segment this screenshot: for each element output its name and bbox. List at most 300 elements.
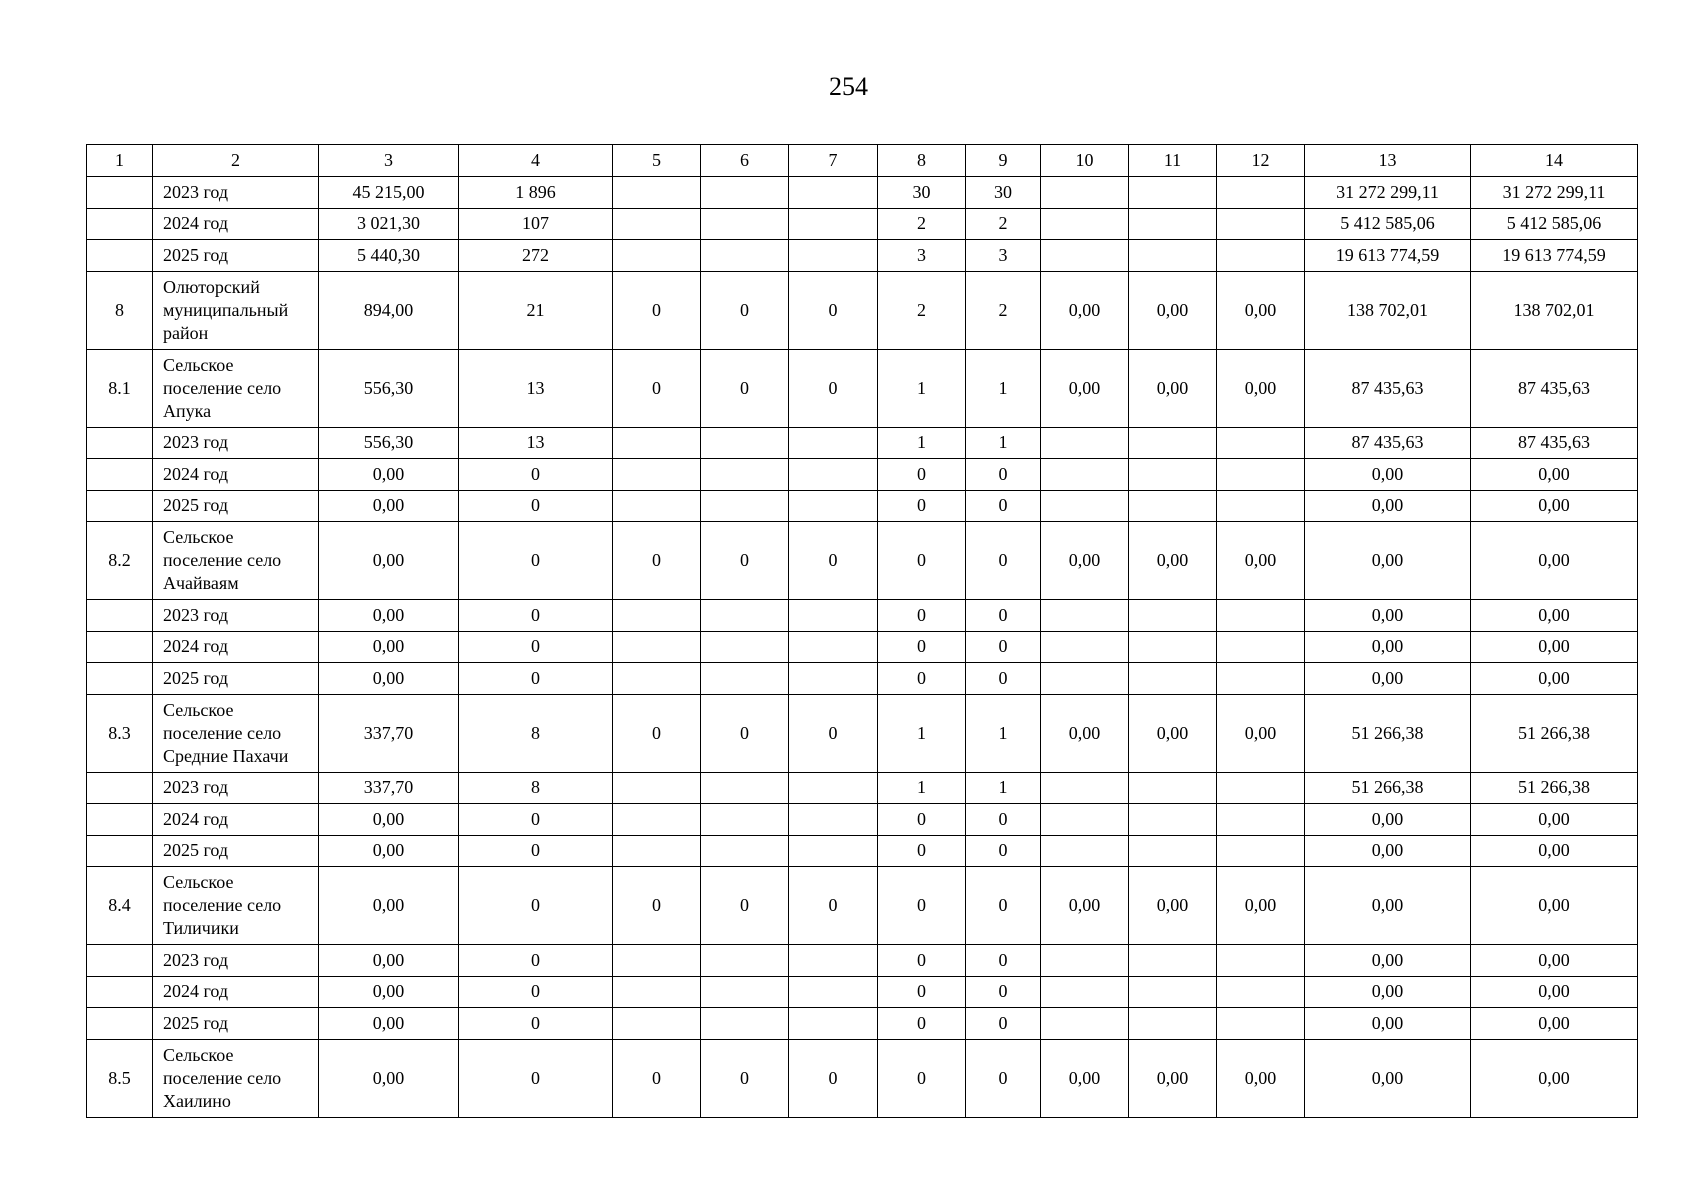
column-header: 5	[613, 145, 701, 177]
value-cell-col-8: 0	[878, 490, 966, 522]
value-cell-col-10	[1041, 976, 1129, 1008]
value-cell-col-13: 0,00	[1305, 490, 1471, 522]
value-cell-col-8: 30	[878, 177, 966, 209]
value-cell-col-5	[613, 772, 701, 804]
value-cell-col-10: 0,00	[1041, 867, 1129, 945]
row-number-cell	[87, 1008, 153, 1040]
value-cell-col-5: 0	[613, 1039, 701, 1117]
column-header: 7	[789, 145, 878, 177]
row-name-line: 2024 год	[163, 808, 229, 829]
column-header: 1	[87, 145, 153, 177]
value-cell-col-12	[1217, 804, 1305, 836]
value-cell-col-11	[1129, 804, 1217, 836]
row-number-cell	[87, 600, 153, 632]
value-cell-col-11	[1129, 772, 1217, 804]
row-name-cell	[153, 427, 319, 459]
row-name-line: Средние Пахачи	[163, 745, 289, 766]
row-number-cell	[87, 459, 153, 491]
value-cell-col-8: 2	[878, 208, 966, 240]
row-name-line: 2023 год	[163, 604, 229, 625]
row-name-line: Тиличики	[163, 918, 239, 938]
value-cell-col-8: 0	[878, 459, 966, 491]
value-cell-col-13: 0,00	[1305, 1008, 1471, 1040]
row-name-cell	[153, 600, 319, 632]
value-cell-col-3: 894,00	[319, 271, 459, 349]
value-cell-col-14: 0,00	[1471, 490, 1638, 522]
value-cell-col-4: 0	[459, 835, 613, 867]
value-cell-col-12	[1217, 177, 1305, 209]
value-cell-col-9: 3	[966, 240, 1041, 272]
row-name-cell	[153, 867, 319, 945]
row-name-cell	[153, 177, 319, 209]
row-name-line: 2023 год	[163, 949, 229, 970]
value-cell-col-11: 0,00	[1129, 349, 1217, 427]
value-cell-col-5	[613, 945, 701, 977]
row-name-line: 2023 год	[163, 181, 229, 202]
value-cell-col-14: 0,00	[1471, 631, 1638, 663]
value-cell-col-10	[1041, 427, 1129, 459]
row-number-cell	[87, 804, 153, 836]
value-cell-col-9: 0	[966, 663, 1041, 695]
value-cell-col-6: 0	[701, 694, 789, 772]
row-name-line: 2025 год	[163, 244, 229, 265]
value-cell-col-3: 0,00	[319, 835, 459, 867]
value-cell-col-14: 138 702,01	[1471, 271, 1638, 349]
row-name-line: Апука	[163, 400, 212, 421]
value-cell-col-10: 0,00	[1041, 349, 1129, 427]
column-header: 8	[878, 145, 966, 177]
value-cell-col-8: 2	[878, 271, 966, 349]
value-cell-col-10: 0,00	[1041, 694, 1129, 772]
column-header: 12	[1217, 145, 1305, 177]
table-row	[87, 945, 1638, 977]
value-cell-col-7: 0	[789, 867, 878, 945]
page-number: 254	[829, 72, 868, 101]
value-cell-col-7	[789, 427, 878, 459]
value-cell-col-10	[1041, 804, 1129, 836]
row-name-line: поселение село	[163, 722, 282, 743]
value-cell-col-3: 0,00	[319, 490, 459, 522]
value-cell-col-8: 1	[878, 772, 966, 804]
value-cell-col-6	[701, 459, 789, 491]
value-cell-col-8: 3	[878, 240, 966, 272]
value-cell-col-8: 0	[878, 945, 966, 977]
row-number-cell: 8.5	[87, 1039, 153, 1117]
value-cell-col-6	[701, 663, 789, 695]
row-name-line: 2024 год	[163, 463, 229, 484]
value-cell-col-9: 0	[966, 976, 1041, 1008]
value-cell-col-13: 87 435,63	[1305, 349, 1471, 427]
value-cell-col-14: 0,00	[1471, 945, 1638, 977]
value-cell-col-14: 0,00	[1471, 976, 1638, 1008]
value-cell-col-11	[1129, 631, 1217, 663]
value-cell-col-10: 0,00	[1041, 271, 1129, 349]
value-cell-col-11	[1129, 663, 1217, 695]
value-cell-col-12	[1217, 208, 1305, 240]
value-cell-col-13: 0,00	[1305, 976, 1471, 1008]
table-row	[87, 694, 1638, 772]
column-header: 2	[153, 145, 319, 177]
table-row	[87, 271, 1638, 349]
value-cell-col-3: 556,30	[319, 427, 459, 459]
value-cell-col-10: 0,00	[1041, 522, 1129, 600]
value-cell-col-14: 0,00	[1471, 867, 1638, 945]
value-cell-col-9: 0	[966, 600, 1041, 632]
value-cell-col-13: 0,00	[1305, 1039, 1471, 1117]
value-cell-col-12	[1217, 240, 1305, 272]
value-cell-col-13: 0,00	[1305, 835, 1471, 867]
row-name-cell	[153, 459, 319, 491]
row-name-cell	[153, 694, 319, 772]
value-cell-col-12: 0,00	[1217, 867, 1305, 945]
value-cell-col-12	[1217, 772, 1305, 804]
value-cell-col-5	[613, 804, 701, 836]
value-cell-col-3: 0,00	[319, 600, 459, 632]
column-header: 3	[319, 145, 459, 177]
value-cell-col-7	[789, 177, 878, 209]
row-name-line: 2025 год	[163, 1012, 229, 1033]
value-cell-col-6	[701, 1008, 789, 1040]
row-number-cell	[87, 490, 153, 522]
table-row	[87, 427, 1638, 459]
value-cell-col-3: 0,00	[319, 867, 459, 945]
value-cell-col-12	[1217, 945, 1305, 977]
value-cell-col-7: 0	[789, 271, 878, 349]
column-header: 9	[966, 145, 1041, 177]
value-cell-col-14: 0,00	[1471, 804, 1638, 836]
value-cell-col-5: 0	[613, 271, 701, 349]
value-cell-col-6	[701, 427, 789, 459]
value-cell-col-6	[701, 804, 789, 836]
column-header: 6	[701, 145, 789, 177]
value-cell-col-6: 0	[701, 1039, 789, 1117]
value-cell-col-3: 3 021,30	[319, 208, 459, 240]
table-row	[87, 835, 1638, 867]
value-cell-col-9: 0	[966, 835, 1041, 867]
value-cell-col-11	[1129, 240, 1217, 272]
column-header: 13	[1305, 145, 1471, 177]
value-cell-col-9: 1	[966, 772, 1041, 804]
value-cell-col-11: 0,00	[1129, 1039, 1217, 1117]
value-cell-col-9: 2	[966, 271, 1041, 349]
row-name-cell	[153, 772, 319, 804]
value-cell-col-10	[1041, 835, 1129, 867]
value-cell-col-4: 21	[459, 271, 613, 349]
value-cell-col-13: 0,00	[1305, 631, 1471, 663]
value-cell-col-8: 0	[878, 835, 966, 867]
table-row	[87, 867, 1638, 945]
value-cell-col-9: 0	[966, 1039, 1041, 1117]
value-cell-col-11: 0,00	[1129, 867, 1217, 945]
table-row	[87, 208, 1638, 240]
value-cell-col-10	[1041, 490, 1129, 522]
value-cell-col-12: 0,00	[1217, 271, 1305, 349]
value-cell-col-8: 1	[878, 349, 966, 427]
row-number-cell: 8.2	[87, 522, 153, 600]
value-cell-col-10	[1041, 1008, 1129, 1040]
value-cell-col-14: 51 266,38	[1471, 772, 1638, 804]
value-cell-col-6	[701, 835, 789, 867]
value-cell-col-4: 8	[459, 772, 613, 804]
column-header: 14	[1471, 145, 1638, 177]
row-number-cell: 8.3	[87, 694, 153, 772]
value-cell-col-9: 0	[966, 1008, 1041, 1040]
table-row	[87, 177, 1638, 209]
column-header: 10	[1041, 145, 1129, 177]
table-row	[87, 240, 1638, 272]
value-cell-col-13: 19 613 774,59	[1305, 240, 1471, 272]
value-cell-col-8: 0	[878, 1008, 966, 1040]
value-cell-col-3: 0,00	[319, 631, 459, 663]
data-table	[86, 144, 1638, 1118]
value-cell-col-7	[789, 1008, 878, 1040]
value-cell-col-10: 0,00	[1041, 1039, 1129, 1117]
value-cell-col-6	[701, 631, 789, 663]
row-number-cell	[87, 945, 153, 977]
value-cell-col-9: 0	[966, 522, 1041, 600]
value-cell-col-3: 0,00	[319, 522, 459, 600]
value-cell-col-11	[1129, 427, 1217, 459]
value-cell-col-12	[1217, 631, 1305, 663]
value-cell-col-8: 0	[878, 804, 966, 836]
value-cell-col-10	[1041, 772, 1129, 804]
value-cell-col-13: 51 266,38	[1305, 772, 1471, 804]
row-name-cell	[153, 663, 319, 695]
value-cell-col-6: 0	[701, 349, 789, 427]
row-name-line: Сельское	[163, 872, 234, 892]
value-cell-col-12	[1217, 490, 1305, 522]
value-cell-col-13: 0,00	[1305, 867, 1471, 945]
value-cell-col-7	[789, 208, 878, 240]
column-header: 11	[1129, 145, 1217, 177]
value-cell-col-6	[701, 490, 789, 522]
value-cell-col-5	[613, 835, 701, 867]
row-name-line: 2025 год	[163, 667, 229, 688]
value-cell-col-11: 0,00	[1129, 694, 1217, 772]
value-cell-col-7: 0	[789, 349, 878, 427]
value-cell-col-6	[701, 240, 789, 272]
row-name-line: Ачайваям	[163, 573, 239, 593]
value-cell-col-7	[789, 976, 878, 1008]
row-name-line: Олюторский	[163, 276, 260, 297]
row-name-cell	[153, 804, 319, 836]
value-cell-col-10	[1041, 459, 1129, 491]
value-cell-col-4: 0	[459, 600, 613, 632]
row-name-cell	[153, 1008, 319, 1040]
value-cell-col-7	[789, 240, 878, 272]
value-cell-col-5: 0	[613, 694, 701, 772]
value-cell-col-7	[789, 631, 878, 663]
row-number-cell	[87, 177, 153, 209]
value-cell-col-6	[701, 600, 789, 632]
value-cell-col-8: 0	[878, 600, 966, 632]
value-cell-col-12	[1217, 1008, 1305, 1040]
row-name-cell	[153, 835, 319, 867]
value-cell-col-14: 0,00	[1471, 522, 1638, 600]
value-cell-col-6	[701, 976, 789, 1008]
value-cell-col-4: 0	[459, 663, 613, 695]
column-header: 4	[459, 145, 613, 177]
value-cell-col-8: 0	[878, 631, 966, 663]
value-cell-col-7	[789, 772, 878, 804]
value-cell-col-8: 1	[878, 694, 966, 772]
row-number-cell	[87, 835, 153, 867]
row-name-line: Сельское	[163, 527, 234, 547]
value-cell-col-14: 5 412 585,06	[1471, 208, 1638, 240]
table-body	[87, 177, 1638, 1118]
value-cell-col-11	[1129, 976, 1217, 1008]
value-cell-col-14: 19 613 774,59	[1471, 240, 1638, 272]
row-name-line: поселение село	[163, 377, 282, 398]
value-cell-col-4: 0	[459, 459, 613, 491]
value-cell-col-12	[1217, 459, 1305, 491]
value-cell-col-11	[1129, 208, 1217, 240]
value-cell-col-10	[1041, 208, 1129, 240]
value-cell-col-3: 45 215,00	[319, 177, 459, 209]
value-cell-col-3: 0,00	[319, 663, 459, 695]
value-cell-col-5	[613, 976, 701, 1008]
value-cell-col-8: 0	[878, 976, 966, 1008]
row-name-cell	[153, 208, 319, 240]
value-cell-col-12	[1217, 600, 1305, 632]
value-cell-col-10	[1041, 945, 1129, 977]
value-cell-col-10	[1041, 177, 1129, 209]
value-cell-col-4: 13	[459, 427, 613, 459]
row-name-line: поселение село	[163, 550, 282, 570]
value-cell-col-4: 1 896	[459, 177, 613, 209]
value-cell-col-12: 0,00	[1217, 694, 1305, 772]
value-cell-col-12: 0,00	[1217, 522, 1305, 600]
row-name-line: Хаилино	[163, 1090, 231, 1111]
table-row	[87, 631, 1638, 663]
value-cell-col-5: 0	[613, 867, 701, 945]
value-cell-col-12	[1217, 835, 1305, 867]
value-cell-col-11	[1129, 459, 1217, 491]
value-cell-col-13: 0,00	[1305, 522, 1471, 600]
row-name-line: 2025 год	[163, 840, 229, 861]
row-name-line: Сельское	[163, 354, 234, 375]
value-cell-col-11	[1129, 835, 1217, 867]
row-number-cell	[87, 976, 153, 1008]
value-cell-col-11	[1129, 177, 1217, 209]
value-cell-col-14: 51 266,38	[1471, 694, 1638, 772]
value-cell-col-7	[789, 663, 878, 695]
value-cell-col-7	[789, 459, 878, 491]
value-cell-col-4: 13	[459, 349, 613, 427]
value-cell-col-6	[701, 208, 789, 240]
value-cell-col-5	[613, 631, 701, 663]
value-cell-col-12	[1217, 663, 1305, 695]
value-cell-col-11	[1129, 600, 1217, 632]
row-name-line: Сельское	[163, 1044, 234, 1065]
value-cell-col-14: 31 272 299,11	[1471, 177, 1638, 209]
row-name-line: 2023 год	[163, 777, 229, 798]
row-name-cell	[153, 240, 319, 272]
value-cell-col-13: 31 272 299,11	[1305, 177, 1471, 209]
value-cell-col-13: 0,00	[1305, 459, 1471, 491]
value-cell-col-5	[613, 427, 701, 459]
value-cell-col-6	[701, 177, 789, 209]
value-cell-col-6: 0	[701, 522, 789, 600]
value-cell-col-9: 0	[966, 804, 1041, 836]
value-cell-col-12: 0,00	[1217, 349, 1305, 427]
value-cell-col-5	[613, 490, 701, 522]
value-cell-col-14: 0,00	[1471, 600, 1638, 632]
value-cell-col-8: 1	[878, 427, 966, 459]
value-cell-col-13: 0,00	[1305, 804, 1471, 836]
value-cell-col-8: 0	[878, 663, 966, 695]
row-number-cell	[87, 427, 153, 459]
value-cell-col-5	[613, 600, 701, 632]
row-name-line: 2024 год	[163, 981, 229, 1002]
value-cell-col-9: 0	[966, 459, 1041, 491]
value-cell-col-7	[789, 804, 878, 836]
value-cell-col-11	[1129, 1008, 1217, 1040]
table-row	[87, 976, 1638, 1008]
value-cell-col-5	[613, 177, 701, 209]
value-cell-col-8: 0	[878, 522, 966, 600]
row-name-line: поселение село	[163, 895, 282, 915]
value-cell-col-4: 107	[459, 208, 613, 240]
value-cell-col-9: 1	[966, 349, 1041, 427]
table-row	[87, 349, 1638, 427]
value-cell-col-10	[1041, 663, 1129, 695]
row-number-cell: 8	[87, 271, 153, 349]
row-name-line: поселение село	[163, 1067, 282, 1088]
value-cell-col-7	[789, 835, 878, 867]
value-cell-col-6: 0	[701, 867, 789, 945]
row-number-cell	[87, 240, 153, 272]
row-name-cell	[153, 631, 319, 663]
value-cell-col-5	[613, 208, 701, 240]
value-cell-col-4: 0	[459, 490, 613, 522]
value-cell-col-7	[789, 490, 878, 522]
value-cell-col-5	[613, 459, 701, 491]
value-cell-col-13: 87 435,63	[1305, 427, 1471, 459]
value-cell-col-9: 30	[966, 177, 1041, 209]
value-cell-col-6: 0	[701, 271, 789, 349]
value-cell-col-3: 0,00	[319, 976, 459, 1008]
row-name-cell	[153, 522, 319, 600]
value-cell-col-9: 1	[966, 694, 1041, 772]
value-cell-col-7: 0	[789, 522, 878, 600]
row-number-cell	[87, 208, 153, 240]
value-cell-col-7	[789, 945, 878, 977]
row-name-line: район	[163, 322, 209, 343]
value-cell-col-14: 0,00	[1471, 663, 1638, 695]
value-cell-col-9: 0	[966, 867, 1041, 945]
value-cell-col-4: 272	[459, 240, 613, 272]
value-cell-col-5: 0	[613, 349, 701, 427]
row-name-cell	[153, 349, 319, 427]
row-number-cell	[87, 663, 153, 695]
value-cell-col-4: 8	[459, 694, 613, 772]
value-cell-col-14: 0,00	[1471, 1039, 1638, 1117]
row-name-line: Сельское	[163, 699, 234, 720]
value-cell-col-10	[1041, 240, 1129, 272]
value-cell-col-3: 0,00	[319, 1039, 459, 1117]
value-cell-col-3: 5 440,30	[319, 240, 459, 272]
value-cell-col-12	[1217, 976, 1305, 1008]
value-cell-col-5	[613, 1008, 701, 1040]
row-name-line: 2023 год	[163, 432, 229, 453]
value-cell-col-12	[1217, 427, 1305, 459]
value-cell-col-13: 138 702,01	[1305, 271, 1471, 349]
value-cell-col-9: 0	[966, 490, 1041, 522]
value-cell-col-13: 51 266,38	[1305, 694, 1471, 772]
value-cell-col-5	[613, 240, 701, 272]
value-cell-col-13: 0,00	[1305, 663, 1471, 695]
